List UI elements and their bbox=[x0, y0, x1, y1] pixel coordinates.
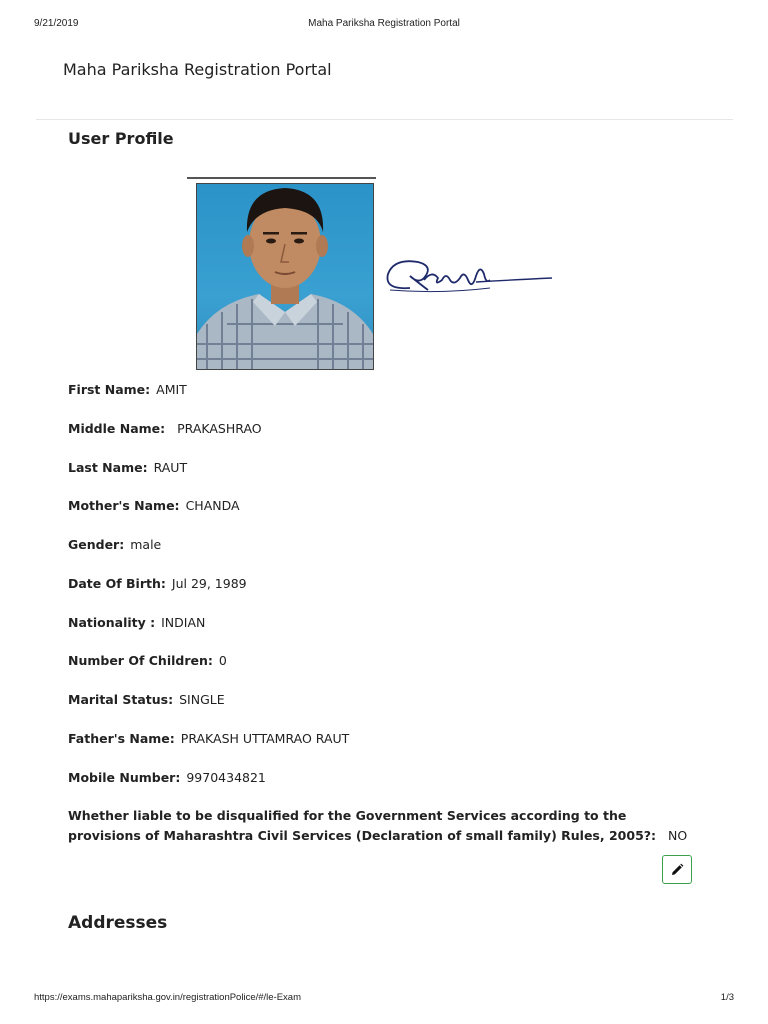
marital-status-field: Marital Status: SINGLE bbox=[68, 692, 225, 707]
profile-photo-frame bbox=[187, 177, 376, 371]
middle-name-field: Middle Name: PRAKASHRAO bbox=[68, 421, 262, 436]
disqualification-field: Whether liable to be disqualified for the Government Services according to the provisions of Maharashtra Civil Services (Declaration of small family) Rules, 2005?: NO bbox=[68, 808, 688, 843]
profile-photo bbox=[196, 183, 374, 370]
person-photo-icon bbox=[197, 184, 373, 369]
header-divider bbox=[36, 119, 733, 120]
number-of-children-field: Number Of Children: 0 bbox=[68, 653, 227, 668]
user-profile-heading: User Profile bbox=[68, 129, 174, 148]
father-name-field: Father's Name: PRAKASH UTTAMRAO RAUT bbox=[68, 731, 350, 746]
edit-profile-button[interactable] bbox=[662, 855, 692, 884]
print-footer bbox=[0, 992, 768, 1006]
mobile-number-field: Mobile Number: 9970434821 bbox=[68, 770, 266, 785]
print-header bbox=[0, 18, 768, 32]
print-title: Maha Pariksha Registration Portal bbox=[308, 18, 460, 29]
print-url: https://exams.mahapariksha.gov.in/registrationPolice/#/le-Exam bbox=[34, 992, 302, 1003]
addresses-heading: Addresses bbox=[68, 913, 168, 933]
print-page-number: 1/3 bbox=[720, 992, 734, 1003]
last-name-field: Last Name: RAUT bbox=[68, 460, 188, 475]
first-name-field: First Name: AMIT bbox=[68, 382, 187, 397]
mother-name-field: Mother's Name: CHANDA bbox=[68, 498, 240, 513]
date-of-birth-field: Date Of Birth: Jul 29, 1989 bbox=[68, 576, 247, 591]
nationality-field: Nationality : INDIAN bbox=[68, 615, 206, 630]
portal-title[interactable]: Maha Pariksha Registration Portal bbox=[63, 60, 332, 79]
gender-field: Gender: male bbox=[68, 537, 162, 552]
photo-border-line bbox=[187, 177, 376, 179]
pencil-icon bbox=[670, 863, 684, 877]
signature-icon bbox=[380, 250, 555, 300]
print-date: 9/21/2019 bbox=[34, 18, 79, 29]
